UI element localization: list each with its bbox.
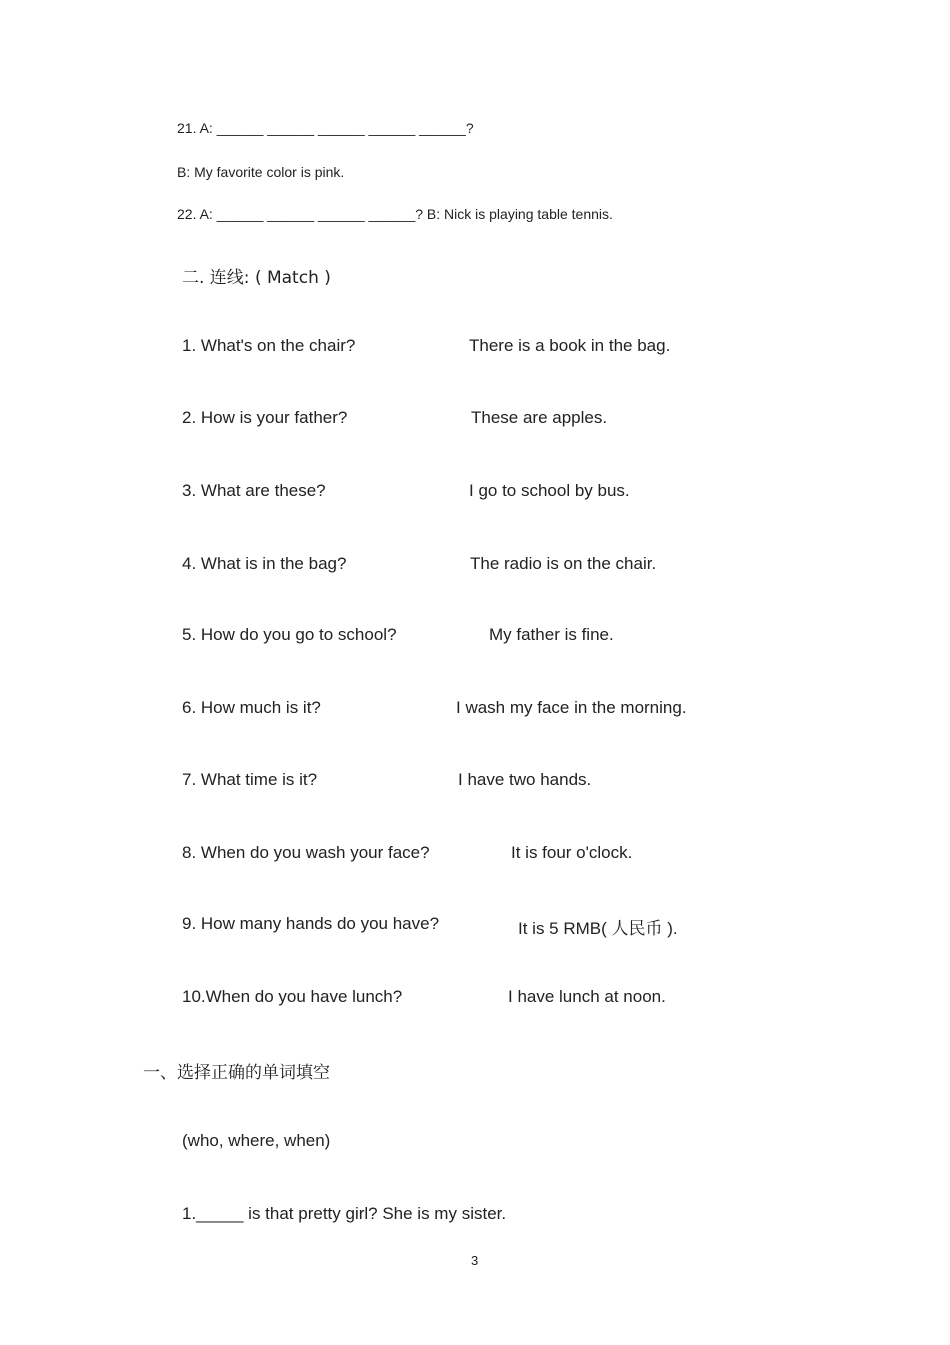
match-question: 10.When do you have lunch? [182,987,403,1006]
match-question: 3. What are these? [182,481,326,500]
match-answer: These are apples. [471,408,608,427]
dialogue-question-22: 22. A: ______ ______ ______ ______? B: Nick is playing table tennis. [177,206,613,222]
match-answer: My father is fine. [489,625,614,644]
match-question: 8. When do you wash your face? [182,843,430,862]
match-question: 7. What time is it? [182,770,318,789]
match-question: 5. How do you go to school? [182,625,397,644]
match-answer: I have two hands. [458,770,592,789]
match-answer: It is four o'clock. [511,843,633,862]
match-answer: It is 5 RMB( 人民币 ). [518,919,678,938]
match-question: 6. How much is it? [182,698,321,717]
match-answer: I wash my face in the morning. [456,698,687,717]
match-section-heading: 二. 连线: ( Match ) [182,268,331,288]
page-number: 3 [471,1253,479,1268]
match-answer: The radio is on the chair. [470,554,657,573]
fill-section-heading: 一、选择正确的单词填空 [143,1063,330,1083]
word-options: (who, where, when) [182,1131,331,1150]
match-answer: I go to school by bus. [469,481,630,500]
dialogue-question-21: 21. A: ______ ______ ______ ______ ______? [177,120,474,136]
match-question: 2. How is your father? [182,408,348,427]
match-answer: I have lunch at noon. [508,987,666,1006]
dialogue-answer-21: B: My favorite color is pink. [177,164,345,180]
match-question: 4. What is in the bag? [182,554,347,573]
match-question: 9. How many hands do you have? [182,914,440,933]
fill-question: 1._____ is that pretty girl? She is my sister. [182,1204,507,1223]
match-question: 1. What's on the chair? [182,336,356,355]
match-answer: There is a book in the bag. [469,336,671,355]
